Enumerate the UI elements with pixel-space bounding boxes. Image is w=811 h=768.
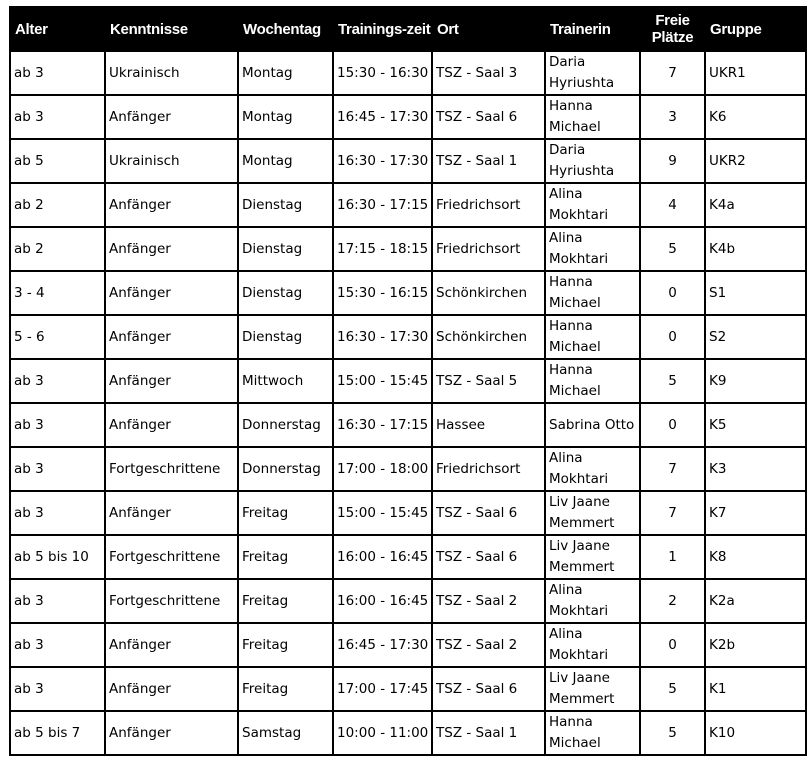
trainerin-line1: Daria [549, 54, 586, 70]
cell-trainingszeit: 15:00 - 15:45 [333, 491, 432, 535]
cell-alter: ab 2 [10, 227, 105, 271]
cell-freie-plaetze: 2 [640, 579, 705, 623]
table-header [10, 7, 806, 51]
header-row [10, 7, 806, 51]
cell-gruppe: S2 [705, 315, 806, 359]
cell-freie-plaetze: 5 [640, 711, 705, 755]
cell-kenntnisse: Anfänger [105, 183, 238, 227]
trainerin-line1: Alina [549, 230, 583, 246]
trainerin-line1: Liv Jaane [549, 538, 610, 554]
cell-ort: TSZ - Saal 3 [432, 51, 545, 95]
table-row [10, 579, 806, 623]
table-row [10, 403, 806, 447]
trainerin-line2: Michael [549, 735, 601, 751]
header-alter: Alter [10, 7, 105, 51]
cell-freie-plaetze: 5 [640, 227, 705, 271]
cell-trainerin [545, 447, 640, 491]
cell-alter: 3 - 4 [10, 271, 105, 315]
trainerin-line2: Mokhtari [549, 647, 609, 663]
cell-alter: ab 5 bis 10 [10, 535, 105, 579]
cell-gruppe: S1 [705, 271, 806, 315]
cell-ort: TSZ - Saal 2 [432, 579, 545, 623]
trainerin-line1: Hanna [549, 98, 593, 114]
table-row [10, 183, 806, 227]
cell-kenntnisse: Ukrainisch [105, 139, 238, 183]
cell-wochentag: Donnerstag [238, 403, 333, 447]
cell-trainingszeit: 17:00 - 17:45 [333, 667, 432, 711]
training-schedule-table [9, 6, 807, 756]
table-row [10, 271, 806, 315]
cell-trainerin [545, 183, 640, 227]
cell-gruppe: UKR2 [705, 139, 806, 183]
cell-kenntnisse: Anfänger [105, 711, 238, 755]
cell-gruppe: K2a [705, 579, 806, 623]
cell-ort: Friedrichsort [432, 183, 545, 227]
cell-alter: ab 2 [10, 183, 105, 227]
cell-kenntnisse: Anfänger [105, 227, 238, 271]
cell-gruppe: K4a [705, 183, 806, 227]
cell-trainingszeit: 15:00 - 15:45 [333, 359, 432, 403]
cell-freie-plaetze: 5 [640, 359, 705, 403]
cell-alter: ab 3 [10, 447, 105, 491]
cell-ort: TSZ - Saal 1 [432, 139, 545, 183]
cell-wochentag: Samstag [238, 711, 333, 755]
cell-trainingszeit: 16:45 - 17:30 [333, 95, 432, 139]
cell-trainingszeit: 16:30 - 17:30 [333, 139, 432, 183]
cell-wochentag: Montag [238, 139, 333, 183]
cell-trainerin [545, 271, 640, 315]
cell-trainerin [545, 315, 640, 359]
trainerin-line2: Michael [549, 339, 601, 355]
cell-freie-plaetze: 1 [640, 535, 705, 579]
cell-kenntnisse: Fortgeschrittene [105, 579, 238, 623]
cell-freie-plaetze: 7 [640, 51, 705, 95]
cell-wochentag: Freitag [238, 535, 333, 579]
cell-trainerin [545, 535, 640, 579]
cell-ort: Hassee [432, 403, 545, 447]
cell-wochentag: Montag [238, 95, 333, 139]
cell-ort: Friedrichsort [432, 227, 545, 271]
cell-kenntnisse: Anfänger [105, 403, 238, 447]
trainerin-line1: Liv Jaane [549, 494, 610, 510]
header-trainingszeit: Trainings-zeit [333, 7, 432, 51]
table-row [10, 535, 806, 579]
table-row [10, 667, 806, 711]
trainerin-line2: Memmert [549, 691, 615, 707]
cell-freie-plaetze: 0 [640, 315, 705, 359]
trainerin-line1: Hanna [549, 714, 593, 730]
trainerin-line1: Liv Jaane [549, 670, 610, 686]
table-row [10, 491, 806, 535]
cell-wochentag: Donnerstag [238, 447, 333, 491]
cell-trainingszeit: 16:00 - 16:45 [333, 535, 432, 579]
cell-alter: ab 3 [10, 667, 105, 711]
cell-freie-plaetze: 5 [640, 667, 705, 711]
cell-gruppe: K2b [705, 623, 806, 667]
cell-alter: ab 3 [10, 491, 105, 535]
cell-kenntnisse: Anfänger [105, 95, 238, 139]
trainerin-line2: Hyriushta [549, 75, 615, 91]
table-row [10, 623, 806, 667]
header-freie-plaetze [640, 7, 705, 51]
cell-ort: TSZ - Saal 6 [432, 667, 545, 711]
trainerin-line1: Hanna [549, 318, 593, 334]
header-freie-plaetze-line2: Plätze [651, 29, 694, 46]
cell-alter: ab 5 [10, 139, 105, 183]
cell-alter: ab 3 [10, 403, 105, 447]
cell-trainerin [545, 711, 640, 755]
cell-ort: TSZ - Saal 1 [432, 711, 545, 755]
cell-ort: Schönkirchen [432, 271, 545, 315]
table-row [10, 95, 806, 139]
cell-alter: ab 3 [10, 359, 105, 403]
cell-trainingszeit: 17:15 - 18:15 [333, 227, 432, 271]
table-row [10, 51, 806, 95]
cell-wochentag: Dienstag [238, 271, 333, 315]
cell-kenntnisse: Anfänger [105, 315, 238, 359]
cell-freie-plaetze: 9 [640, 139, 705, 183]
cell-kenntnisse: Fortgeschrittene [105, 535, 238, 579]
cell-trainerin [545, 403, 640, 447]
trainerin-line2: Mokhtari [549, 251, 609, 267]
header-trainerin: Trainerin [545, 7, 640, 51]
table-row [10, 359, 806, 403]
cell-gruppe: K8 [705, 535, 806, 579]
header-freie-plaetze-line1: Freie [655, 12, 690, 29]
cell-trainerin [545, 491, 640, 535]
cell-freie-plaetze: 7 [640, 447, 705, 491]
header-wochentag: Wochentag [238, 7, 333, 51]
cell-wochentag: Dienstag [238, 227, 333, 271]
cell-trainerin [545, 623, 640, 667]
trainerin-line1: Hanna [549, 362, 593, 378]
cell-kenntnisse: Anfänger [105, 623, 238, 667]
cell-ort: TSZ - Saal 2 [432, 623, 545, 667]
cell-wochentag: Freitag [238, 623, 333, 667]
table-row [10, 447, 806, 491]
trainerin-line1: Daria [549, 142, 586, 158]
header-kenntnisse: Kenntnisse [105, 7, 238, 51]
trainerin-line2: Michael [549, 119, 601, 135]
trainerin-line1: Hanna [549, 274, 593, 290]
cell-trainerin [545, 359, 640, 403]
table-row [10, 711, 806, 755]
cell-gruppe: K5 [705, 403, 806, 447]
cell-trainerin [545, 579, 640, 623]
trainerin-line2: Memmert [549, 559, 615, 575]
header-ort: Ort [432, 7, 545, 51]
cell-wochentag: Dienstag [238, 315, 333, 359]
cell-trainingszeit: 16:00 - 16:45 [333, 579, 432, 623]
trainerin-line1: Alina [549, 582, 583, 598]
trainerin-line2: Mokhtari [549, 471, 609, 487]
cell-trainingszeit: 15:30 - 16:15 [333, 271, 432, 315]
cell-trainingszeit: 15:30 - 16:30 [333, 51, 432, 95]
cell-ort: Schönkirchen [432, 315, 545, 359]
cell-trainingszeit: 17:00 - 18:00 [333, 447, 432, 491]
trainerin-line2: Michael [549, 295, 601, 311]
trainerin-line2: Hyriushta [549, 163, 615, 179]
cell-trainerin [545, 51, 640, 95]
cell-freie-plaetze: 3 [640, 95, 705, 139]
cell-ort: TSZ - Saal 6 [432, 491, 545, 535]
cell-wochentag: Montag [238, 51, 333, 95]
cell-trainerin [545, 667, 640, 711]
cell-kenntnisse: Anfänger [105, 667, 238, 711]
cell-freie-plaetze: 0 [640, 271, 705, 315]
cell-trainerin [545, 139, 640, 183]
cell-alter: 5 - 6 [10, 315, 105, 359]
cell-gruppe: K6 [705, 95, 806, 139]
cell-gruppe: UKR1 [705, 51, 806, 95]
cell-gruppe: K4b [705, 227, 806, 271]
table-row [10, 139, 806, 183]
table-row [10, 315, 806, 359]
cell-kenntnisse: Fortgeschrittene [105, 447, 238, 491]
cell-freie-plaetze: 4 [640, 183, 705, 227]
cell-wochentag: Freitag [238, 579, 333, 623]
cell-ort: TSZ - Saal 6 [432, 95, 545, 139]
trainerin-line2: Michael [549, 383, 601, 399]
cell-freie-plaetze: 0 [640, 403, 705, 447]
trainerin-line2: Memmert [549, 515, 615, 531]
trainerin-line1: Alina [549, 626, 583, 642]
cell-alter: ab 3 [10, 51, 105, 95]
header-gruppe: Gruppe [705, 7, 806, 51]
cell-gruppe: K9 [705, 359, 806, 403]
cell-ort: Friedrichsort [432, 447, 545, 491]
cell-freie-plaetze: 7 [640, 491, 705, 535]
cell-trainingszeit: 16:45 - 17:30 [333, 623, 432, 667]
cell-alter: ab 3 [10, 95, 105, 139]
trainerin-line1: Sabrina Otto [549, 416, 635, 433]
cell-kenntnisse: Anfänger [105, 271, 238, 315]
cell-trainingszeit: 16:30 - 17:15 [333, 183, 432, 227]
cell-gruppe: K1 [705, 667, 806, 711]
cell-ort: TSZ - Saal 6 [432, 535, 545, 579]
trainerin-line1: Alina [549, 186, 583, 202]
cell-trainerin [545, 227, 640, 271]
cell-freie-plaetze: 0 [640, 623, 705, 667]
cell-gruppe: K3 [705, 447, 806, 491]
cell-trainingszeit: 10:00 - 11:00 [333, 711, 432, 755]
cell-gruppe: K10 [705, 711, 806, 755]
cell-trainingszeit: 16:30 - 17:30 [333, 315, 432, 359]
trainerin-line2: Mokhtari [549, 207, 609, 223]
cell-kenntnisse: Anfänger [105, 359, 238, 403]
cell-wochentag: Freitag [238, 667, 333, 711]
cell-alter: ab 3 [10, 623, 105, 667]
cell-gruppe: K7 [705, 491, 806, 535]
cell-alter: ab 3 [10, 579, 105, 623]
cell-trainerin [545, 95, 640, 139]
trainerin-line2: Mokhtari [549, 603, 609, 619]
cell-alter: ab 5 bis 7 [10, 711, 105, 755]
schedule-table-wrapper [9, 6, 805, 762]
trainerin-line1: Alina [549, 450, 583, 466]
cell-ort: TSZ - Saal 5 [432, 359, 545, 403]
table-body [10, 51, 806, 755]
cell-wochentag: Mittwoch [238, 359, 333, 403]
table-row [10, 227, 806, 271]
cell-kenntnisse: Anfänger [105, 491, 238, 535]
cell-wochentag: Freitag [238, 491, 333, 535]
cell-trainingszeit: 16:30 - 17:15 [333, 403, 432, 447]
cell-kenntnisse: Ukrainisch [105, 51, 238, 95]
cell-wochentag: Dienstag [238, 183, 333, 227]
